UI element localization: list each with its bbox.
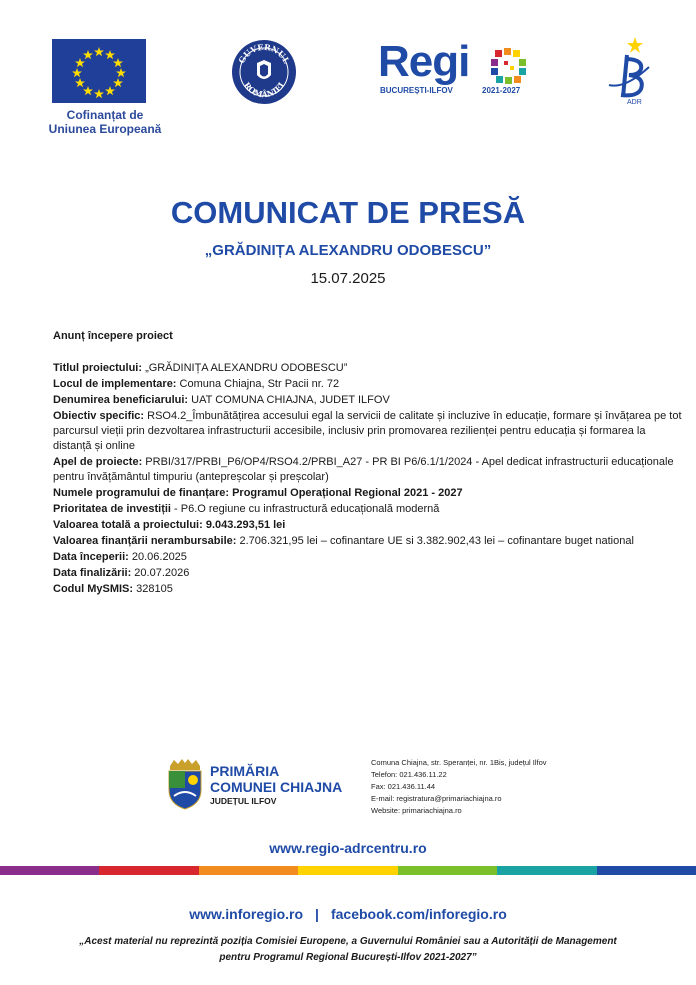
- eu-caption-line1: Cofinanțat de: [66, 108, 144, 122]
- field-row-beneficiary: [53, 393, 683, 408]
- project-name-title: „GRĂDINIȚA ALEXANDRU ODOBESCU”: [204, 242, 492, 259]
- field-value: Comuna Chiajna, Str Pacii nr. 72: [176, 378, 340, 390]
- stripe-segment: [597, 866, 696, 875]
- facebook-link[interactable]: facebook.com/inforegio.ro: [330, 906, 507, 922]
- contact-address: Comuna Chiajna, str. Speranței, nr. 1Bis, județul Ilfov: [371, 758, 547, 767]
- field-value: 20.06.2025: [128, 551, 187, 563]
- regio-wordmark: Regi: [378, 37, 470, 86]
- footer-links: [0, 906, 696, 922]
- announcement-heading: Anunț începere proiect: [53, 330, 173, 342]
- chiajna-coat-of-arms-icon: [166, 758, 204, 810]
- link-separator: |: [315, 906, 319, 922]
- field-label: Prioritatea de investiții: [53, 503, 171, 515]
- municipality-contact-block: [371, 757, 547, 817]
- field-label: Data finalizării:: [53, 567, 132, 579]
- field-row-location: [53, 377, 683, 392]
- field-row-end-date: [53, 566, 683, 581]
- field-row-priority: [53, 502, 683, 517]
- municipality-county: JUDEȚUL ILFOV: [210, 796, 277, 806]
- field-row-start-date: [53, 550, 683, 565]
- field-label: Data începerii:: [53, 551, 129, 563]
- field-row-call: [53, 455, 683, 485]
- field-row-objective: [53, 409, 683, 454]
- stripe-segment: [99, 866, 198, 875]
- disclaimer-line2: pentru Programul Regional București-Ilfov 2021-2027”: [219, 952, 477, 963]
- municipality-name-line1: PRIMĂRIA: [210, 763, 280, 779]
- municipality-name-line2: COMUNEI CHIAJNA: [210, 779, 343, 795]
- field-row-title: [53, 361, 683, 376]
- field-label: Locul de implementare:: [53, 378, 177, 390]
- field-value: PRBI/317/PRBI_P6/OP4/RSO4.2/PRBI_A27 - PR BI P6/6.1/1/2024 - Apel dedicat infrastructurii educaționale pentru învățământul timpuriu (antepreșcolar și preșcolar): [53, 456, 674, 483]
- field-row-nonrefundable: [53, 534, 683, 549]
- field-row-total-value: [53, 518, 683, 533]
- field-value: - P6.O regiune cu infrastructură educațională modernă: [170, 503, 440, 515]
- field-value: „GRĂDINIȚA ALEXANDRU ODOBESCU”: [142, 362, 348, 374]
- stripe-segment: [398, 866, 497, 875]
- field-value: Programul Operațional Regional 2021 - 2027: [229, 487, 463, 499]
- field-row-mysmis: [53, 582, 683, 597]
- stripe-segment: [0, 866, 99, 875]
- svg-text:ADR: ADR: [627, 99, 642, 105]
- field-label: Numele programului de finanțare:: [53, 487, 230, 499]
- field-label: Valoarea finanțării nerambursabile:: [53, 535, 237, 547]
- inforegio-link[interactable]: www.inforegio.ro: [189, 906, 304, 922]
- field-label: Obiectiv specific:: [53, 410, 145, 422]
- release-date: 15.07.2025: [310, 270, 386, 287]
- contact-email: E-mail: registratura@primariachiajna.ro: [371, 794, 502, 803]
- field-value: 2.706.321,95 lei – cofinantare UE si 3.382.902,43 lei – cofinantare buget national: [236, 535, 634, 547]
- svg-text:ROMÂNIEI: ROMÂNIEI: [241, 80, 287, 100]
- field-label: Denumirea beneficiarului:: [53, 394, 189, 406]
- field-value: 328105: [133, 583, 173, 595]
- contact-phone: Telefon: 021.436.11.22: [371, 770, 447, 779]
- svg-text:GUVERNUL: GUVERNUL: [236, 41, 292, 66]
- regio-adrcentru-link[interactable]: www.regio-adrcentru.ro: [269, 840, 427, 856]
- stripe-segment: [298, 866, 397, 875]
- stripe-segment: [497, 866, 596, 875]
- field-label: Titlul proiectului:: [53, 362, 143, 374]
- eu-cofinancing-caption: [40, 108, 170, 136]
- stripe-segment: [199, 866, 298, 875]
- disclaimer: [40, 934, 656, 966]
- page-title: COMUNICAT DE PRESĂ: [170, 195, 526, 230]
- regio-logo: [378, 37, 528, 100]
- contact-website: Website: primariachiajna.ro: [371, 806, 462, 815]
- field-label: Valoarea totală a proiectului:: [53, 519, 203, 531]
- regio-years-label: 2021-2027: [482, 86, 521, 95]
- romanian-government-seal-logo: [231, 39, 297, 105]
- field-row-program: [53, 486, 683, 501]
- field-value: 20.07.2026: [131, 567, 190, 579]
- eu-caption-line2: Uniunea Europeană: [48, 122, 162, 136]
- field-value: 9.043.293,51 lei: [202, 519, 286, 531]
- disclaimer-line1: „Acest material nu reprezintă poziția Comisiei Europene, a Guvernului României sau a Autorității de Management: [79, 936, 617, 947]
- regio-mosaic-o-icon: [491, 48, 527, 84]
- adr-bucuresti-ilfov-logo: [605, 37, 655, 105]
- brand-color-stripe: [0, 866, 696, 875]
- contact-fax: Fax: 021.436.11.44: [371, 782, 436, 791]
- field-label: Codul MySMIS:: [53, 583, 134, 595]
- field-value: UAT COMUNA CHIAJNA, JUDET ILFOV: [188, 394, 390, 406]
- project-details-list: [53, 361, 683, 598]
- regio-region-label: BUCUREȘTI-ILFOV: [380, 86, 453, 95]
- eu-flag-logo: [52, 39, 146, 103]
- field-label: Apel de proiecte:: [53, 456, 143, 468]
- field-value: RSO4.2_Îmbunătățirea accesului egal la servicii de calitate și incluzive în educație, formare și învățarea pe tot parcursul vieții prin dezvoltarea infrastructurii accesibile, inclusiv prin promovarea rezilienței pentru educația și formarea la distanță și online: [53, 410, 682, 452]
